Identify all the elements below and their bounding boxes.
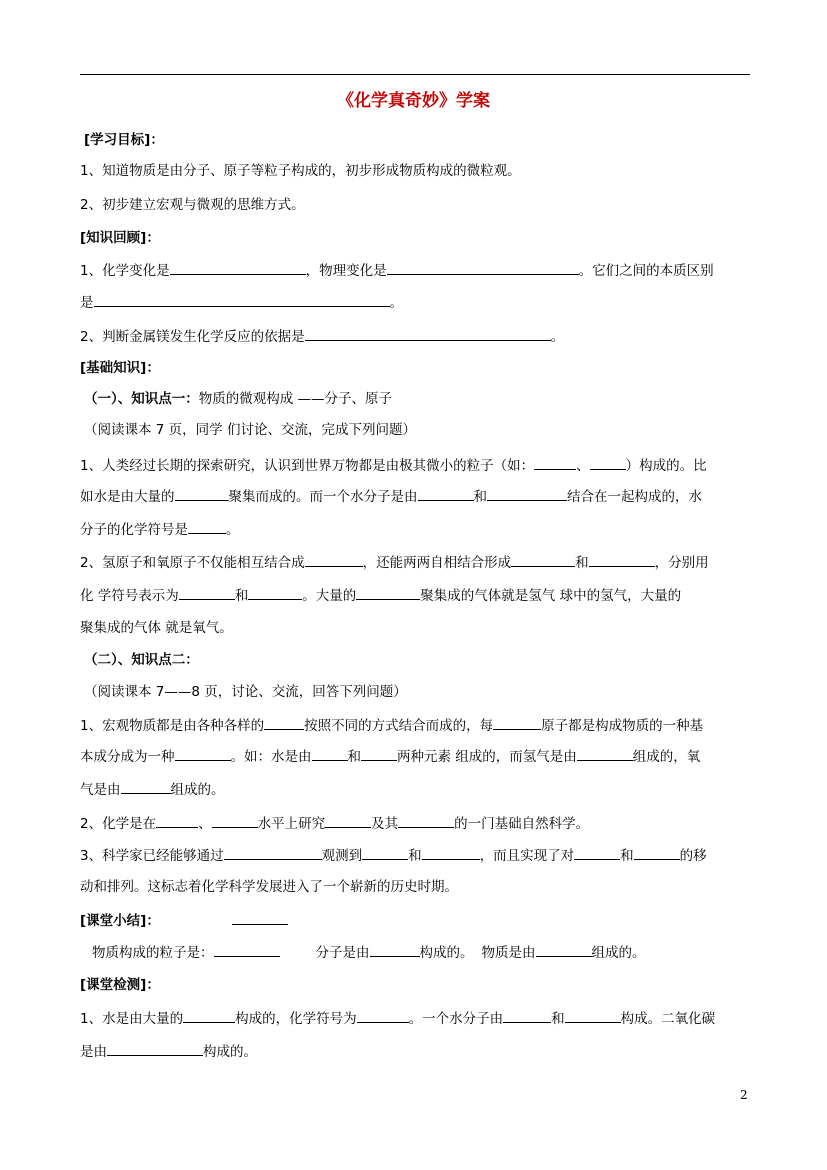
text: 是由 — [80, 1044, 107, 1060]
kp2-line-4 — [80, 813, 589, 834]
kp1-line-3 — [80, 519, 240, 540]
text: 。 — [389, 295, 403, 311]
kp1-line-1 — [80, 455, 707, 476]
text: 的移 — [679, 848, 707, 864]
text: 。如：水是由 — [230, 749, 312, 765]
text: 观测到 — [321, 848, 363, 864]
text: 2、氢原子和氧原子不仅能相互结合成 — [80, 555, 305, 571]
text: 2、化学是在 — [80, 816, 157, 832]
text: 结合在一起构成的，水 — [567, 489, 702, 505]
text: 构成的。 — [203, 1044, 257, 1060]
text: 。 — [226, 522, 240, 538]
blank[interactable] — [590, 455, 626, 470]
text: 、 — [576, 458, 590, 474]
text: 物质是由 — [481, 945, 536, 961]
text: ，而且实现了对 — [479, 848, 575, 864]
blank[interactable] — [305, 552, 363, 567]
text: 如水是由大量的 — [80, 489, 175, 505]
blank[interactable] — [634, 845, 680, 860]
blank[interactable] — [224, 845, 322, 860]
kp1-line-4 — [80, 552, 709, 573]
text: 组成的。 — [591, 945, 646, 961]
summary-line — [92, 942, 646, 963]
blank[interactable] — [536, 942, 592, 957]
blank[interactable] — [574, 845, 620, 860]
blank[interactable] — [565, 1008, 621, 1023]
kp1-note: （阅读课本 7 页，同学 们讨论、交流，完成下列问题） — [84, 422, 416, 438]
blank[interactable] — [175, 486, 229, 501]
blank[interactable] — [179, 585, 235, 600]
kp2-line-1 — [80, 715, 703, 736]
section-goals: [学习目标]： — [84, 132, 164, 148]
text: ）构成的。比 — [625, 458, 707, 474]
blank[interactable] — [94, 292, 390, 307]
text: 水平上研究 — [257, 816, 326, 832]
text: 化 学符号表示为 — [80, 588, 179, 604]
text: 和 — [620, 848, 634, 864]
kp2-line-5 — [80, 845, 707, 866]
blank[interactable] — [577, 746, 633, 761]
blank[interactable] — [107, 1041, 203, 1056]
blank[interactable] — [248, 585, 302, 600]
section-check: [课堂检测]： — [80, 977, 160, 993]
header-rule — [80, 74, 750, 75]
text: 本成分成为一种 — [80, 749, 175, 765]
blank[interactable] — [188, 519, 226, 534]
section-review: [知识回顾]： — [80, 230, 160, 246]
blank[interactable] — [264, 715, 304, 730]
kp1-heading — [84, 389, 392, 409]
blank[interactable] — [232, 910, 288, 925]
kp1-line-5 — [80, 585, 681, 606]
text: 3、科学家已经能够通过 — [80, 848, 224, 864]
text: 1、人类经过长期的探索研究，认识到世界万物都是由极其微小的粒子（如： — [80, 458, 535, 474]
kp2-note: （阅读课本 7——8 页，讨论、交流，回答下列问题） — [84, 684, 407, 700]
kp2-line-2 — [80, 746, 700, 767]
section-summary: [课堂小结]： — [80, 913, 160, 929]
text: 和 — [408, 848, 422, 864]
check-line-1 — [80, 1008, 715, 1029]
text: 气是由 — [80, 782, 121, 798]
text: 聚集而成的。而一个水分子是由 — [228, 489, 418, 505]
text: 和 — [551, 1011, 565, 1027]
blank[interactable] — [370, 942, 420, 957]
text: 两种元素 组成的，而氢气是由 — [397, 749, 577, 765]
blank[interactable] — [175, 746, 231, 761]
text: 的一门基础自然科学。 — [454, 816, 590, 832]
text: 物质构成的粒子是： — [92, 945, 214, 961]
kp1-line-2 — [80, 486, 702, 507]
blank[interactable] — [589, 552, 655, 567]
review-line-1 — [80, 260, 714, 281]
blank[interactable] — [356, 585, 420, 600]
goal-2: 2、初步建立宏观与微观的思维方式。 — [80, 197, 305, 213]
text: ，物理变化是 — [305, 263, 387, 279]
blank[interactable] — [312, 746, 348, 761]
text: 。一个水分子由 — [408, 1011, 504, 1027]
goal-1: 1、知道物质是由分子、原子等粒子构成的，初步形成物质构成的微粒观。 — [80, 163, 521, 179]
blank[interactable] — [325, 813, 371, 828]
blank[interactable] — [183, 1008, 235, 1023]
summary-heading-line — [80, 910, 288, 931]
text: 分子是由 — [315, 945, 370, 961]
review-line-3 — [80, 326, 564, 347]
blank[interactable] — [418, 486, 474, 501]
kp2-heading: （二）、知识点二： — [84, 652, 199, 668]
blank[interactable] — [361, 746, 397, 761]
blank[interactable] — [357, 1008, 409, 1023]
text: 。它们之间的本质区别 — [578, 263, 714, 279]
page-number: 2 — [740, 1088, 748, 1102]
text: 1、水是由大量的 — [80, 1011, 184, 1027]
text: 和 — [234, 588, 249, 604]
text: 构成的，化学符号为 — [235, 1011, 357, 1027]
kp1-heading-label: （一）、知识点一： — [84, 391, 199, 407]
text: ，还能两两自相结合形成 — [362, 555, 512, 571]
text: 组成的，氧 — [632, 749, 701, 765]
page-title: 《化学真奇妙》学案 — [337, 91, 490, 111]
text: 2、判断金属镁发生化学反应的依据是 — [80, 329, 305, 345]
text: 。大量的 — [302, 588, 357, 604]
text: 和 — [575, 555, 589, 571]
text: 和 — [473, 489, 487, 505]
kp2-line-3 — [80, 779, 225, 800]
check-line-2 — [80, 1041, 257, 1062]
blank[interactable] — [422, 845, 480, 860]
text: 按照不同的方式结合而成的，每 — [304, 718, 494, 734]
text: 。 — [550, 329, 565, 345]
blank[interactable] — [493, 715, 541, 730]
text: 和 — [347, 749, 361, 765]
text: 组成的。 — [170, 782, 225, 798]
text: 聚集成的气体就是氢气 球中的氢气，大量的 — [420, 588, 682, 604]
text: 、 — [198, 816, 212, 832]
blank[interactable] — [398, 813, 454, 828]
text: 1、宏观物质都是由各种各样的 — [80, 718, 265, 734]
blank[interactable] — [156, 813, 198, 828]
blank[interactable] — [170, 260, 306, 275]
blank[interactable] — [362, 845, 408, 860]
blank[interactable] — [121, 779, 171, 794]
text: 及其 — [371, 816, 399, 832]
blank[interactable] — [214, 942, 280, 957]
blank[interactable] — [534, 455, 576, 470]
text: 1、化学变化是 — [80, 263, 170, 279]
blank[interactable] — [511, 552, 575, 567]
kp2-line-6: 动和排列。这标志着化学科学发展进入了一个崭新的历史时期。 — [80, 879, 458, 895]
text: 构成。二氧化碳 — [620, 1011, 716, 1027]
text: 构成的。 — [419, 945, 474, 961]
blank[interactable] — [305, 326, 551, 341]
blank[interactable] — [212, 813, 258, 828]
kp1-heading-rest: 物质的微观构成 ——分子、原子 — [198, 391, 393, 407]
blank[interactable] — [487, 486, 567, 501]
review-line-2 — [80, 292, 403, 313]
kp1-line-6: 聚集成的气体 就是氧气。 — [80, 620, 233, 636]
text: 是 — [80, 295, 94, 311]
text: 原子都是构成物质的一种基 — [541, 718, 704, 734]
text: 分子的化学符号是 — [80, 522, 188, 538]
blank[interactable] — [387, 260, 579, 275]
section-basic: [基础知识]： — [80, 360, 160, 376]
text: ，分别用 — [654, 555, 709, 571]
blank[interactable] — [503, 1008, 551, 1023]
